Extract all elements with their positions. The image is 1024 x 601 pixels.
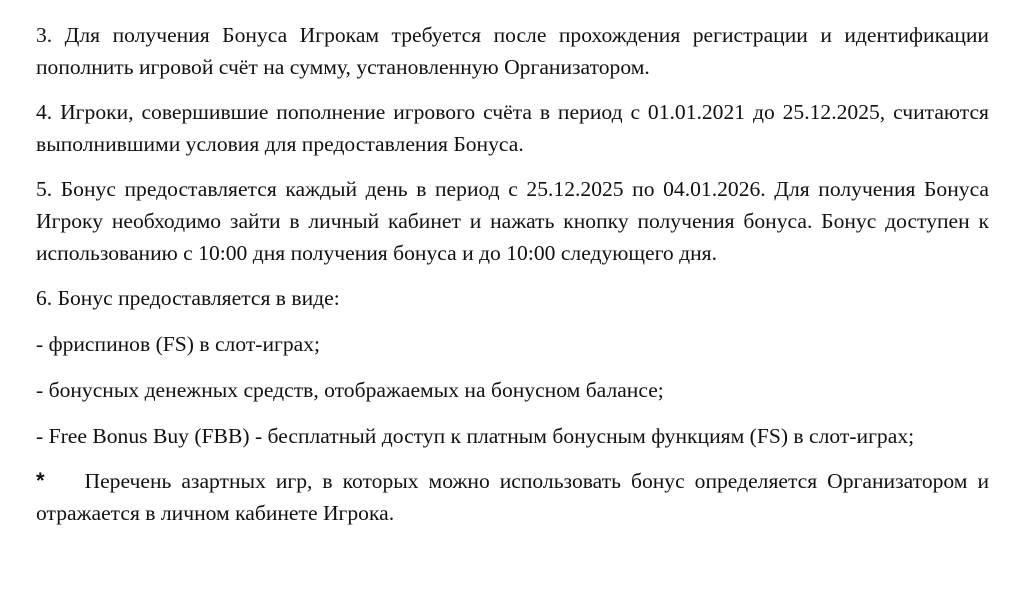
- footnote: [36, 465, 989, 529]
- footnote-asterisk: *: [36, 468, 45, 493]
- rules-document: [36, 19, 989, 542]
- list-item-freespins: - фриспинов (FS) в слот-играх;: [36, 332, 321, 356]
- paragraph-4-eligible-players: 4. Игроки, совершившие пополнение игрового счёта в период с 01.01.2021 до 25.12.2025, считаются выполнившими условия для предоставления Бонуса.: [36, 100, 989, 156]
- list-item-free-bonus-buy: - Free Bonus Buy (FBB) - бесплатный доступ к платным бонусным функциям (FS) в слот-играх;: [36, 424, 915, 448]
- paragraph-6-bonus-forms: 6. Бонус предоставляется в виде:: [36, 286, 340, 310]
- footnote-text: Перечень азартных игр, в которых можно использовать бонус определяется Организатором и отражается в личном кабинете Игрока.: [36, 469, 990, 525]
- paragraph-5-bonus-period: 5. Бонус предоставляется каждый день в период с 25.12.2025 по 04.01.2026. Для получения Бонуса Игроку необходимо зайти в личный кабинет и нажать кнопку получения бонуса. Бонус доступен к использованию с 10:00 дня получения бонуса и до 10:00 следующего дня.: [36, 177, 989, 265]
- list-item-bonus-funds: - бонусных денежных средств, отображаемых на бонусном балансе;: [36, 378, 664, 402]
- paragraph-3-bonus-requirements: 3. Для получения Бонуса Игрокам требуется после прохождения регистрации и идентификации пополнить игровой счёт на сумму, установленную Организатором.: [36, 23, 989, 79]
